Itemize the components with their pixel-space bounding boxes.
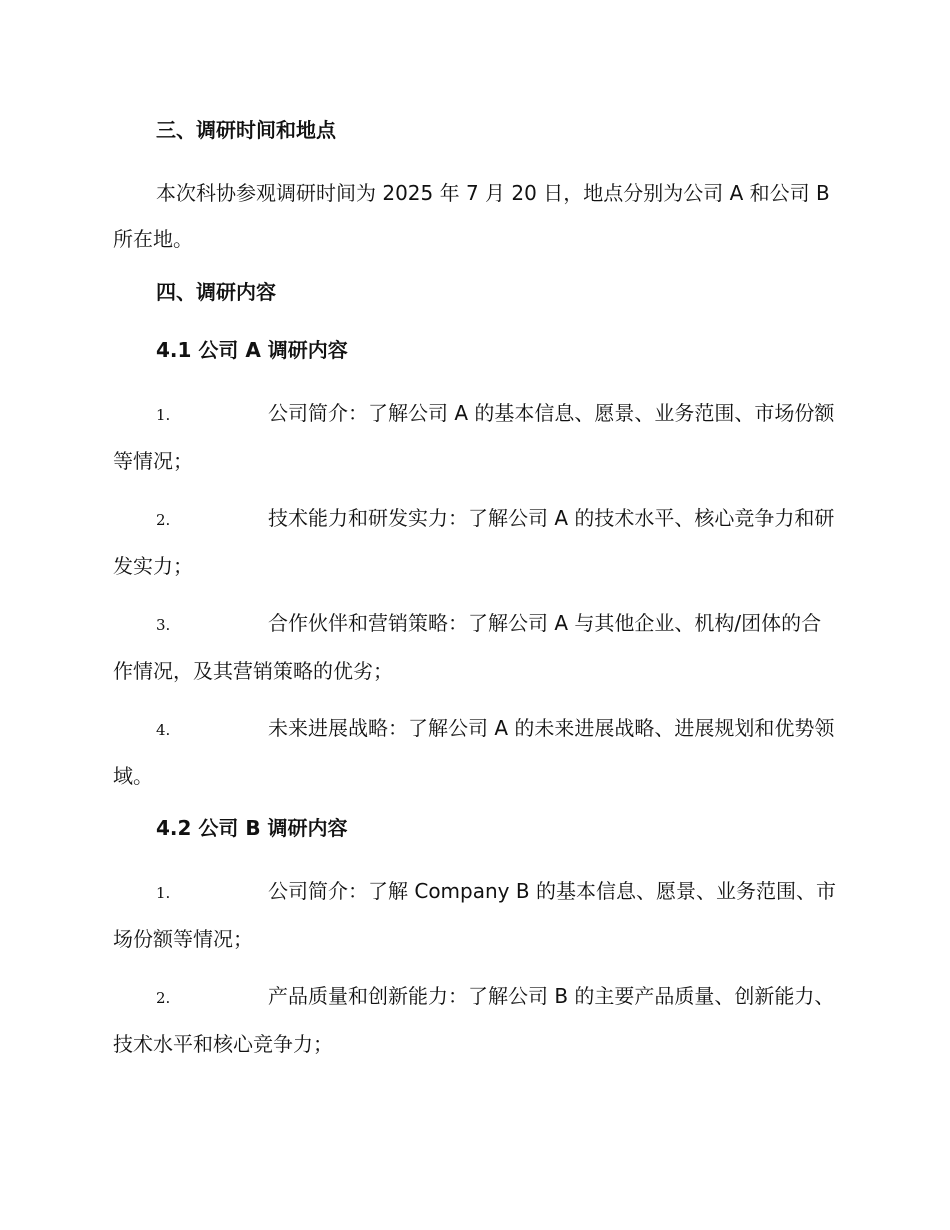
list-item-number: 1. xyxy=(156,884,171,902)
list-item xyxy=(113,600,838,694)
list-item-number: 1. xyxy=(156,406,171,424)
list-item-text: 公司简介：了解 Company B 的基本信息、愿景、业务范围、市场份额等情况； xyxy=(113,879,836,951)
list-item xyxy=(113,868,838,962)
list-item xyxy=(113,705,838,799)
list-item-number: 2. xyxy=(156,511,171,529)
schedule-paragraph: 本次科协参观调研时间为 2025 年 7 月 20 日，地点分别为公司 A 和公司 B 所在地。 xyxy=(113,181,830,251)
list-item-text: 合作伙伴和营销策略：了解公司 A 与其他企业、机构/团体的合作情况，及其营销策略的优劣； xyxy=(113,611,822,683)
list-item-number: 4. xyxy=(156,721,171,739)
list-item-text: 产品质量和创新能力：了解公司 B 的主要产品质量、创新能力、技术水平和核心竞争力； xyxy=(113,984,835,1056)
document-body xyxy=(113,112,838,1078)
section-heading-schedule: 三、调研时间和地点 xyxy=(156,118,336,142)
list-item-text: 公司简介：了解公司 A 的基本信息、愿景、业务范围、市场份额等情况； xyxy=(113,401,835,473)
list-item-number: 2. xyxy=(156,989,171,1007)
list-item xyxy=(113,973,838,1067)
section-heading-content: 四、调研内容 xyxy=(156,280,276,304)
subsection-heading-company-a: 4.1 公司 A 调研内容 xyxy=(156,338,348,362)
list-item-text: 未来进展战略：了解公司 A 的未来进展战略、进展规划和优势领域。 xyxy=(113,716,835,788)
list-item-text: 技术能力和研发实力：了解公司 A 的技术水平、核心竞争力和研发实力； xyxy=(113,506,835,578)
list-item xyxy=(113,390,838,484)
list-item xyxy=(113,495,838,589)
list-item-number: 3. xyxy=(156,616,171,634)
subsection-heading-company-b: 4.2 公司 B 调研内容 xyxy=(156,816,348,840)
